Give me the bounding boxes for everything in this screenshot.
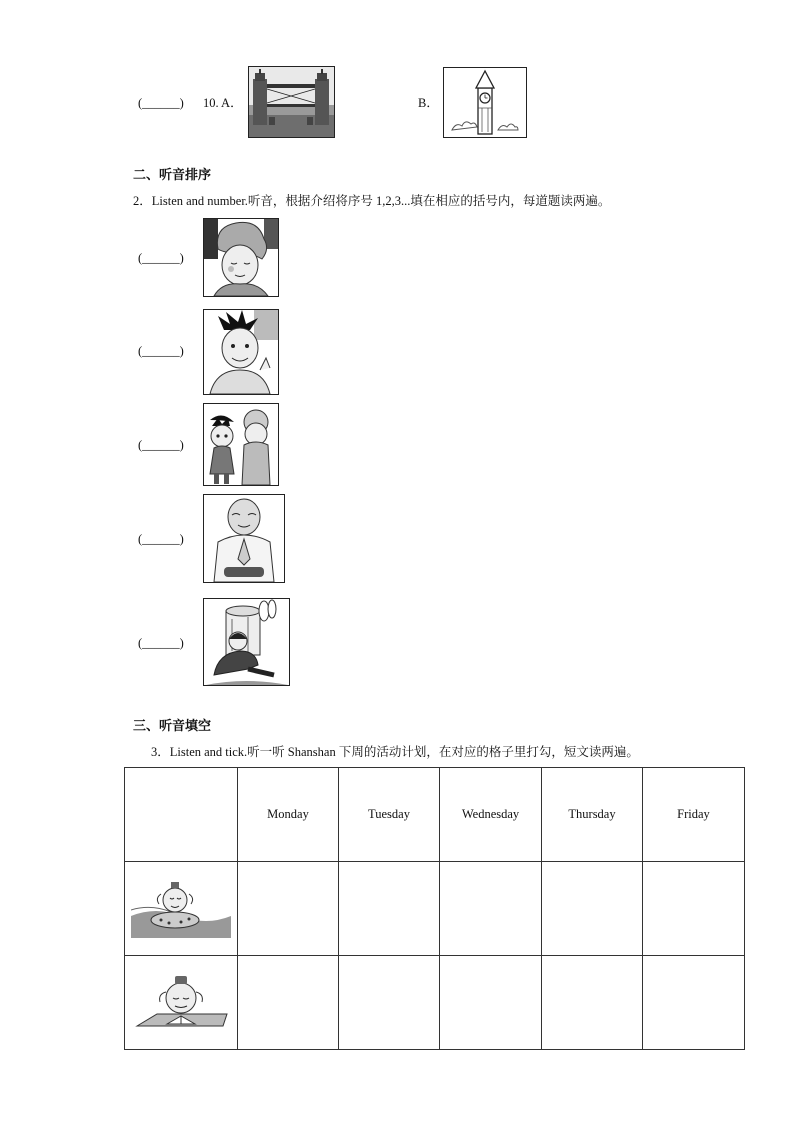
table-corner-cell (125, 768, 238, 862)
tick-cell[interactable] (440, 956, 542, 1050)
old-man-image (203, 494, 285, 583)
spiky-hair-boy-image (203, 309, 279, 395)
answer-bracket[interactable]: (______) (138, 344, 184, 358)
big-ben-image (443, 67, 527, 138)
activity-image-cell (125, 862, 238, 956)
tick-cell[interactable] (643, 862, 745, 956)
boy-resting-by-stump-image (203, 598, 290, 686)
section-3-instruction: 3．Listen and tick.听一听 Shanshan 下周的活动计划，在对应的格子里打勾，短文读两遍。 (151, 745, 639, 759)
question-number: 10. A． (203, 96, 243, 110)
tick-cell[interactable] (238, 862, 339, 956)
day-header-thursday: Thursday (542, 768, 643, 862)
tick-cell[interactable] (440, 862, 542, 956)
answer-bracket[interactable]: (______) (138, 438, 184, 452)
answer-bracket[interactable]: (______) (138, 532, 184, 546)
tick-cell[interactable] (339, 956, 440, 1050)
table-row (125, 862, 745, 956)
answer-bracket[interactable]: (______) (138, 251, 184, 265)
day-header-monday: Monday (238, 768, 339, 862)
girl-reading-image (131, 970, 231, 1032)
tower-bridge-image (248, 66, 335, 138)
answer-bracket[interactable]: (______) (138, 636, 184, 650)
section-2-instruction: 2．Listen and number.听音，根据介绍将序号 1,2,3...填在相应的括号内，每道题读两遍。 (133, 194, 611, 208)
section-2-heading: 二、听音排序 (133, 168, 212, 183)
option-b-label: B． (418, 96, 439, 110)
tick-cell[interactable] (339, 862, 440, 956)
curly-hair-girl-image (203, 218, 279, 297)
day-header-wednesday: Wednesday (440, 768, 542, 862)
tick-cell[interactable] (238, 956, 339, 1050)
table-header-row (125, 768, 745, 862)
table-row (125, 956, 745, 1050)
tick-cell[interactable] (542, 862, 643, 956)
girl-swimming-image (131, 876, 231, 938)
day-header-tuesday: Tuesday (339, 768, 440, 862)
tick-cell[interactable] (643, 956, 745, 1050)
day-header-friday: Friday (643, 768, 745, 862)
activity-tick-table (124, 767, 745, 1050)
tick-cell[interactable] (542, 956, 643, 1050)
activity-image-cell (125, 956, 238, 1050)
grandma-and-child-image (203, 403, 279, 486)
answer-bracket[interactable]: (______) (138, 96, 184, 110)
section-3-heading: 三、听音填空 (133, 719, 212, 734)
